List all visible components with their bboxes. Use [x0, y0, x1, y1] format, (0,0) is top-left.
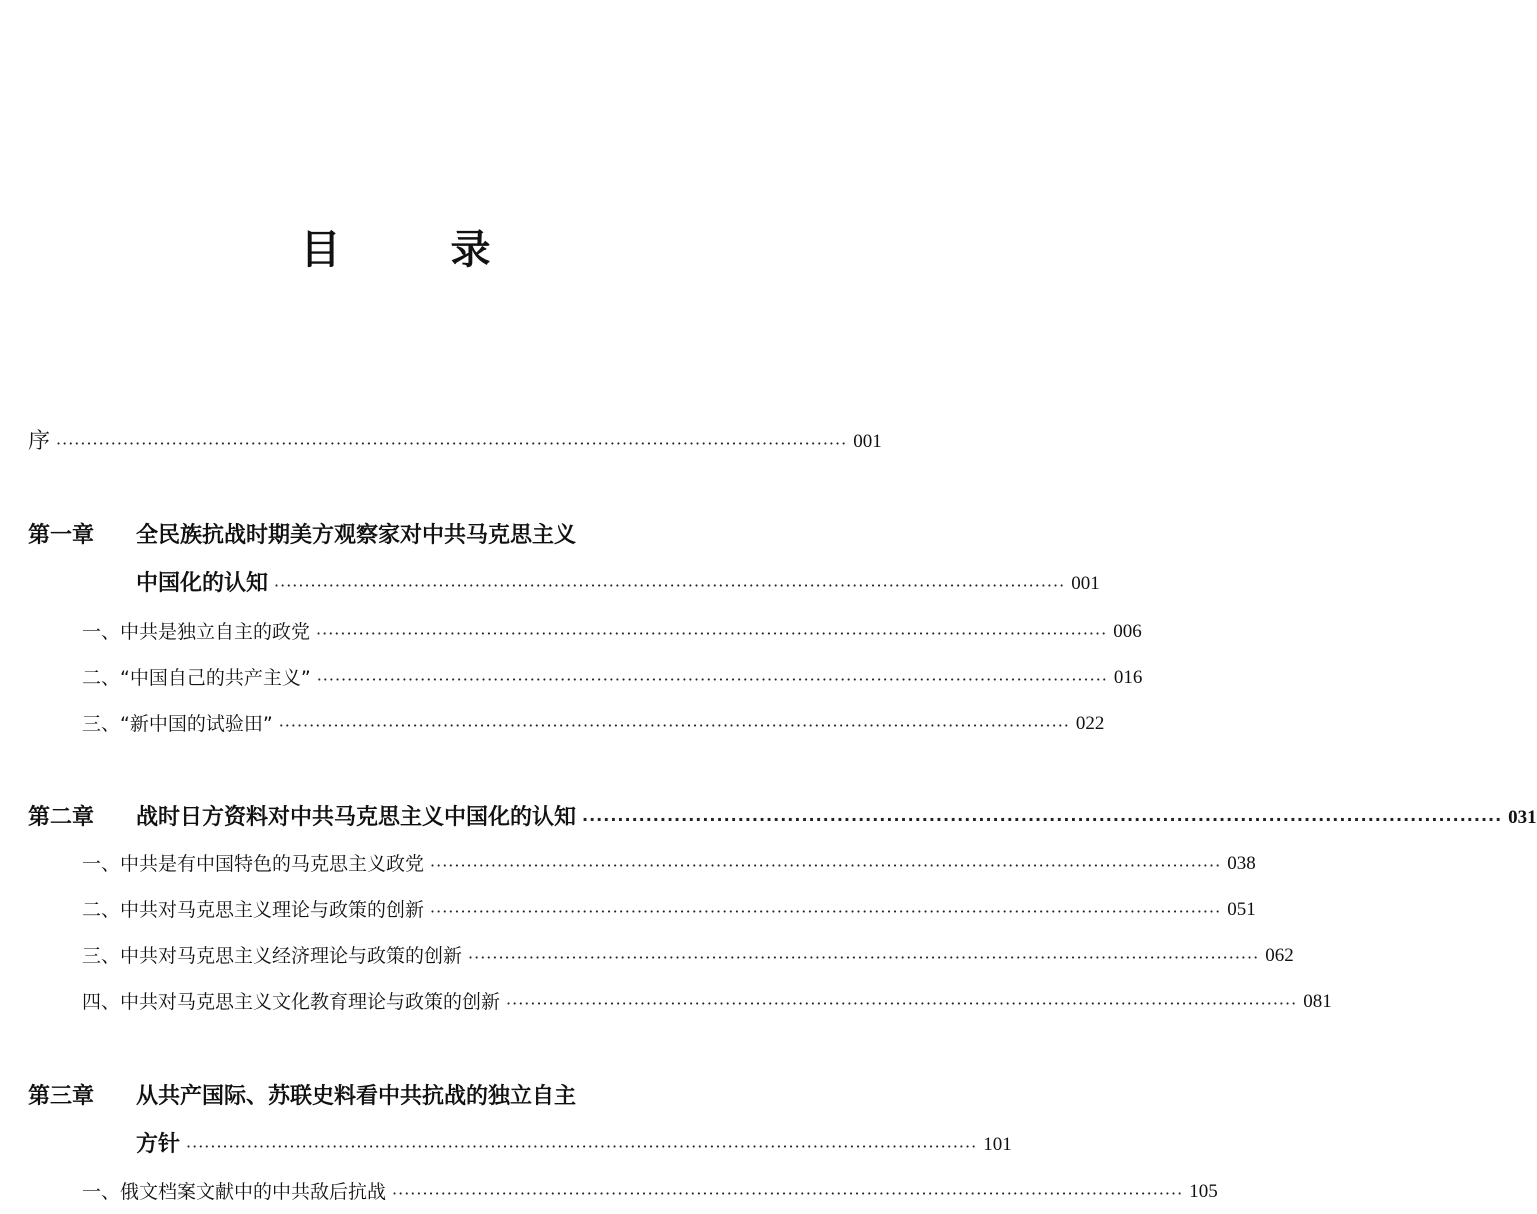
toc-page-number: 001 — [1071, 573, 1100, 594]
toc-page-number: 105 — [1189, 1181, 1218, 1202]
leader-dots: ·································································································································· — [392, 1184, 1184, 1203]
chapter-title-line-2: 方针 — [136, 1132, 181, 1157]
toc-section[interactable] — [82, 850, 1256, 878]
toc-page-number: 038 — [1227, 853, 1256, 874]
toc-label: 三、“新中国的试验田” — [82, 713, 273, 735]
toc-page-number: 022 — [1075, 713, 1105, 734]
chapter-number: 第三章 — [28, 1084, 95, 1109]
toc-chapter-1-continuation[interactable] — [136, 570, 1100, 598]
toc-page-number: 051 — [1227, 899, 1256, 920]
toc-chapter-3-heading[interactable] — [28, 1083, 576, 1111]
chapter-number: 第二章 — [28, 805, 95, 830]
toc-chapter-1-heading[interactable] — [28, 522, 576, 550]
chapter-title — [28, 804, 576, 832]
toc-label: 序 — [28, 429, 51, 454]
toc-label: 三、中共对马克思主义经济理论与政策的创新 — [82, 945, 463, 967]
toc-label: 一、俄文档案文献中的中共敌后抗战 — [82, 1181, 387, 1203]
toc-label: 二、中共对马克思主义理论与政策的创新 — [82, 899, 425, 921]
toc-entry-preface[interactable] — [28, 428, 882, 456]
toc-page-number: 031 — [1508, 807, 1537, 828]
toc-page-number: 016 — [1113, 667, 1143, 688]
leader-dots: ·································································································································· — [468, 948, 1260, 967]
toc-section[interactable] — [82, 618, 1142, 646]
toc-label: 四、中共对马克思主义文化教育理论与政策的创新 — [82, 991, 501, 1013]
leader-dots: ·································································································································· — [430, 856, 1222, 875]
toc-page-number: 081 — [1303, 991, 1332, 1012]
leader-dots: ·································································································································· — [56, 434, 848, 453]
toc-page-number: 062 — [1265, 945, 1294, 966]
toc-page-number: 006 — [1113, 621, 1142, 642]
chapter-title-line-1: 全民族抗战时期美方观察家对中共马克思主义 — [136, 523, 577, 548]
toc-label: 一、中共是有中国特色的马克思主义政党 — [82, 853, 425, 875]
page-title — [0, 218, 791, 275]
leader-dots: ·································································································································· — [186, 1137, 978, 1156]
toc-section[interactable] — [82, 988, 1332, 1016]
toc-section[interactable] — [82, 942, 1294, 970]
title-char-1: 目 — [300, 227, 341, 273]
leader-dots: ·································································································································· — [316, 670, 1108, 689]
chapter-title-line-1: 从共产国际、苏联史料看中共抗战的独立自主 — [136, 1084, 577, 1109]
leader-dots: ·································································································································· — [506, 994, 1298, 1013]
toc-section[interactable] — [82, 896, 1256, 924]
leader-dots: ·································································································································· — [316, 624, 1108, 643]
leader-dots: ·································································································································· — [430, 902, 1222, 921]
title-char-2: 录 — [450, 227, 491, 273]
leader-dots: ·································································································································· — [274, 576, 1066, 595]
chapter-number: 第一章 — [28, 523, 95, 548]
toc-label: 一、中共是独立自主的政党 — [82, 621, 311, 643]
toc-label: 二、“中国自己的共产主义” — [82, 667, 311, 689]
toc-chapter-3-continuation[interactable] — [136, 1131, 1012, 1159]
leader-dots: ·································································································································· — [582, 810, 1503, 829]
toc-page-number: 101 — [983, 1134, 1012, 1155]
chapter-title-line-2: 中国化的认知 — [136, 571, 269, 596]
toc-section[interactable] — [82, 1178, 1218, 1206]
toc-page-number: 001 — [853, 431, 882, 452]
toc-chapter-2-heading[interactable] — [28, 804, 1537, 832]
toc-section[interactable] — [82, 664, 1143, 692]
toc-section[interactable] — [82, 710, 1105, 738]
leader-dots: ·································································································································· — [278, 716, 1070, 735]
chapter-title-line-1: 战时日方资料对中共马克思主义中国化的认知 — [136, 805, 577, 830]
